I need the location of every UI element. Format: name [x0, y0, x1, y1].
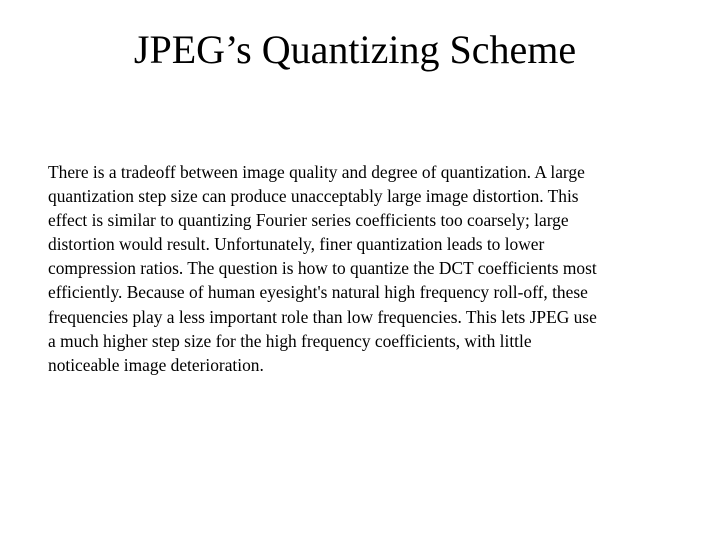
body-line: effect is similar to quantizing Fourier series coefficients too coarsely; large — [48, 210, 569, 231]
body-line: a much higher step size for the high frequency coefficients, with little — [48, 330, 532, 351]
body-line: distortion would result. Unfortunately, finer quantization leads to lower — [48, 234, 545, 255]
slide-title: JPEG’s Quantizing Scheme — [133, 27, 577, 72]
body-line: quantization step size can produce unacceptably large image distortion. This — [48, 186, 579, 207]
body-line: There is a tradeoff between image quality and degree of quantization. A large — [48, 162, 585, 182]
body-line: frequencies play a less important role than low frequencies. This lets JPEG use — [48, 306, 597, 327]
slide-body-text — [48, 160, 688, 377]
body-line: efficiently. Because of human eyesight's natural high frequency roll-off, these — [48, 282, 588, 303]
body-line: noticeable image deterioration. — [48, 354, 264, 375]
body-line: compression ratios. The question is how to quantize the DCT coefficients most — [48, 258, 597, 279]
